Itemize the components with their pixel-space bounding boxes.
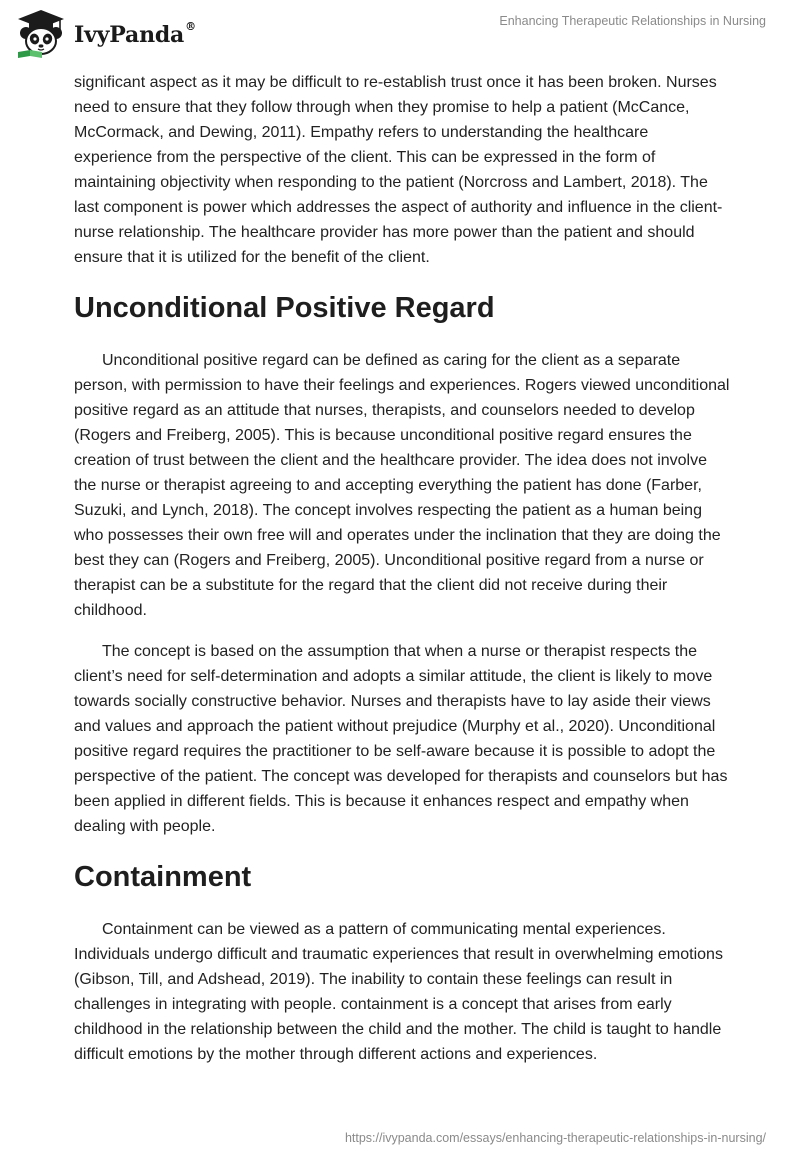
- panda-graduate-icon: [14, 8, 68, 58]
- body-paragraph: significant aspect as it may be difficult to re-establish trust once it has been broken. Nurses need to ensure that they follow through when they promise to help a patient (McCance, McCormack, and Dewing, 2011). Empathy refers to understanding the healthcare experience from the perspective of the client. This can be expressed in the form of maintaining objectivity when responding to the patient (Norcross and Lambert, 2018). The last component is power which addresses the aspect of authority and influence in the client-nurse relationship. The healthcare provider has more power than the patient and should ensure that it is utilized for the benefit of the client.: [74, 74, 723, 266]
- brand-logo[interactable]: [14, 8, 196, 58]
- source-url[interactable]: https://ivypanda.com/essays/enhancing-therapeutic-relationships-in-nursing/: [344, 1131, 766, 1145]
- body-paragraph: Unconditional positive regard can be defined as caring for the client as a separate person, with permission to have their feelings and experiences. Rogers viewed unconditional positive regard as an attitude that nurses, therapists, and counselors needed to develop (Rogers and Freiberg, 2005). This is because unconditional positive regard ensures the creation of trust between the client and the healthcare provider. The idea does not involve the nurse or therapist agreeing to and accepting everything the patient has done (Farber, Suzuki, and Lynch, 2018). The concept involves respecting the patient as a human being who possesses their own free will and operates under the inclination that they are doing the best they can (Rogers and Freiberg, 2005). Unconditional positive regard from a nurse or therapist can be a substitute for the regard that the client did not receive during their childhood.: [74, 352, 730, 619]
- page-header: [0, 0, 800, 64]
- body-paragraph: The concept is based on the assumption that when a nurse or therapist respects the client’s need for self-determination and adopts a similar attitude, the client is likely to move towards socially constructive behavior. Nurses and therapists have to lay aside their views and values and approach the patient without prejudice (Murphy et al., 2020). Unconditional positive regard requires the practitioner to be self-aware because it is possible to adopt the perspective of the patient. The concept was developed for therapists and counselors but has been applied in different fields. This is because it enhances respect and empathy when dealing with people.: [74, 643, 728, 835]
- section-heading-unconditional-positive-regard: Unconditional Positive Regard: [74, 292, 495, 324]
- brand-name: IvyPanda®: [74, 20, 196, 48]
- registered-mark: ®: [185, 20, 196, 33]
- essay-body: [74, 70, 730, 1083]
- document-title: Enhancing Therapeutic Relationships in Nursing: [499, 14, 766, 28]
- body-paragraph: Containment can be viewed as a pattern of communicating mental experiences. Individuals undergo difficult and traumatic experiences that result in overwhelming emotions (Gibson, Till, and Adshead, 2019). The inability to contain these feelings can result in challenges in integrating with people. containment is a concept that arises from early childhood in the relationship between the child and the mother. The child is taught to handle difficult emotions by the mother through different actions and experiences.: [74, 921, 723, 1063]
- section-heading-containment: Containment: [74, 861, 252, 893]
